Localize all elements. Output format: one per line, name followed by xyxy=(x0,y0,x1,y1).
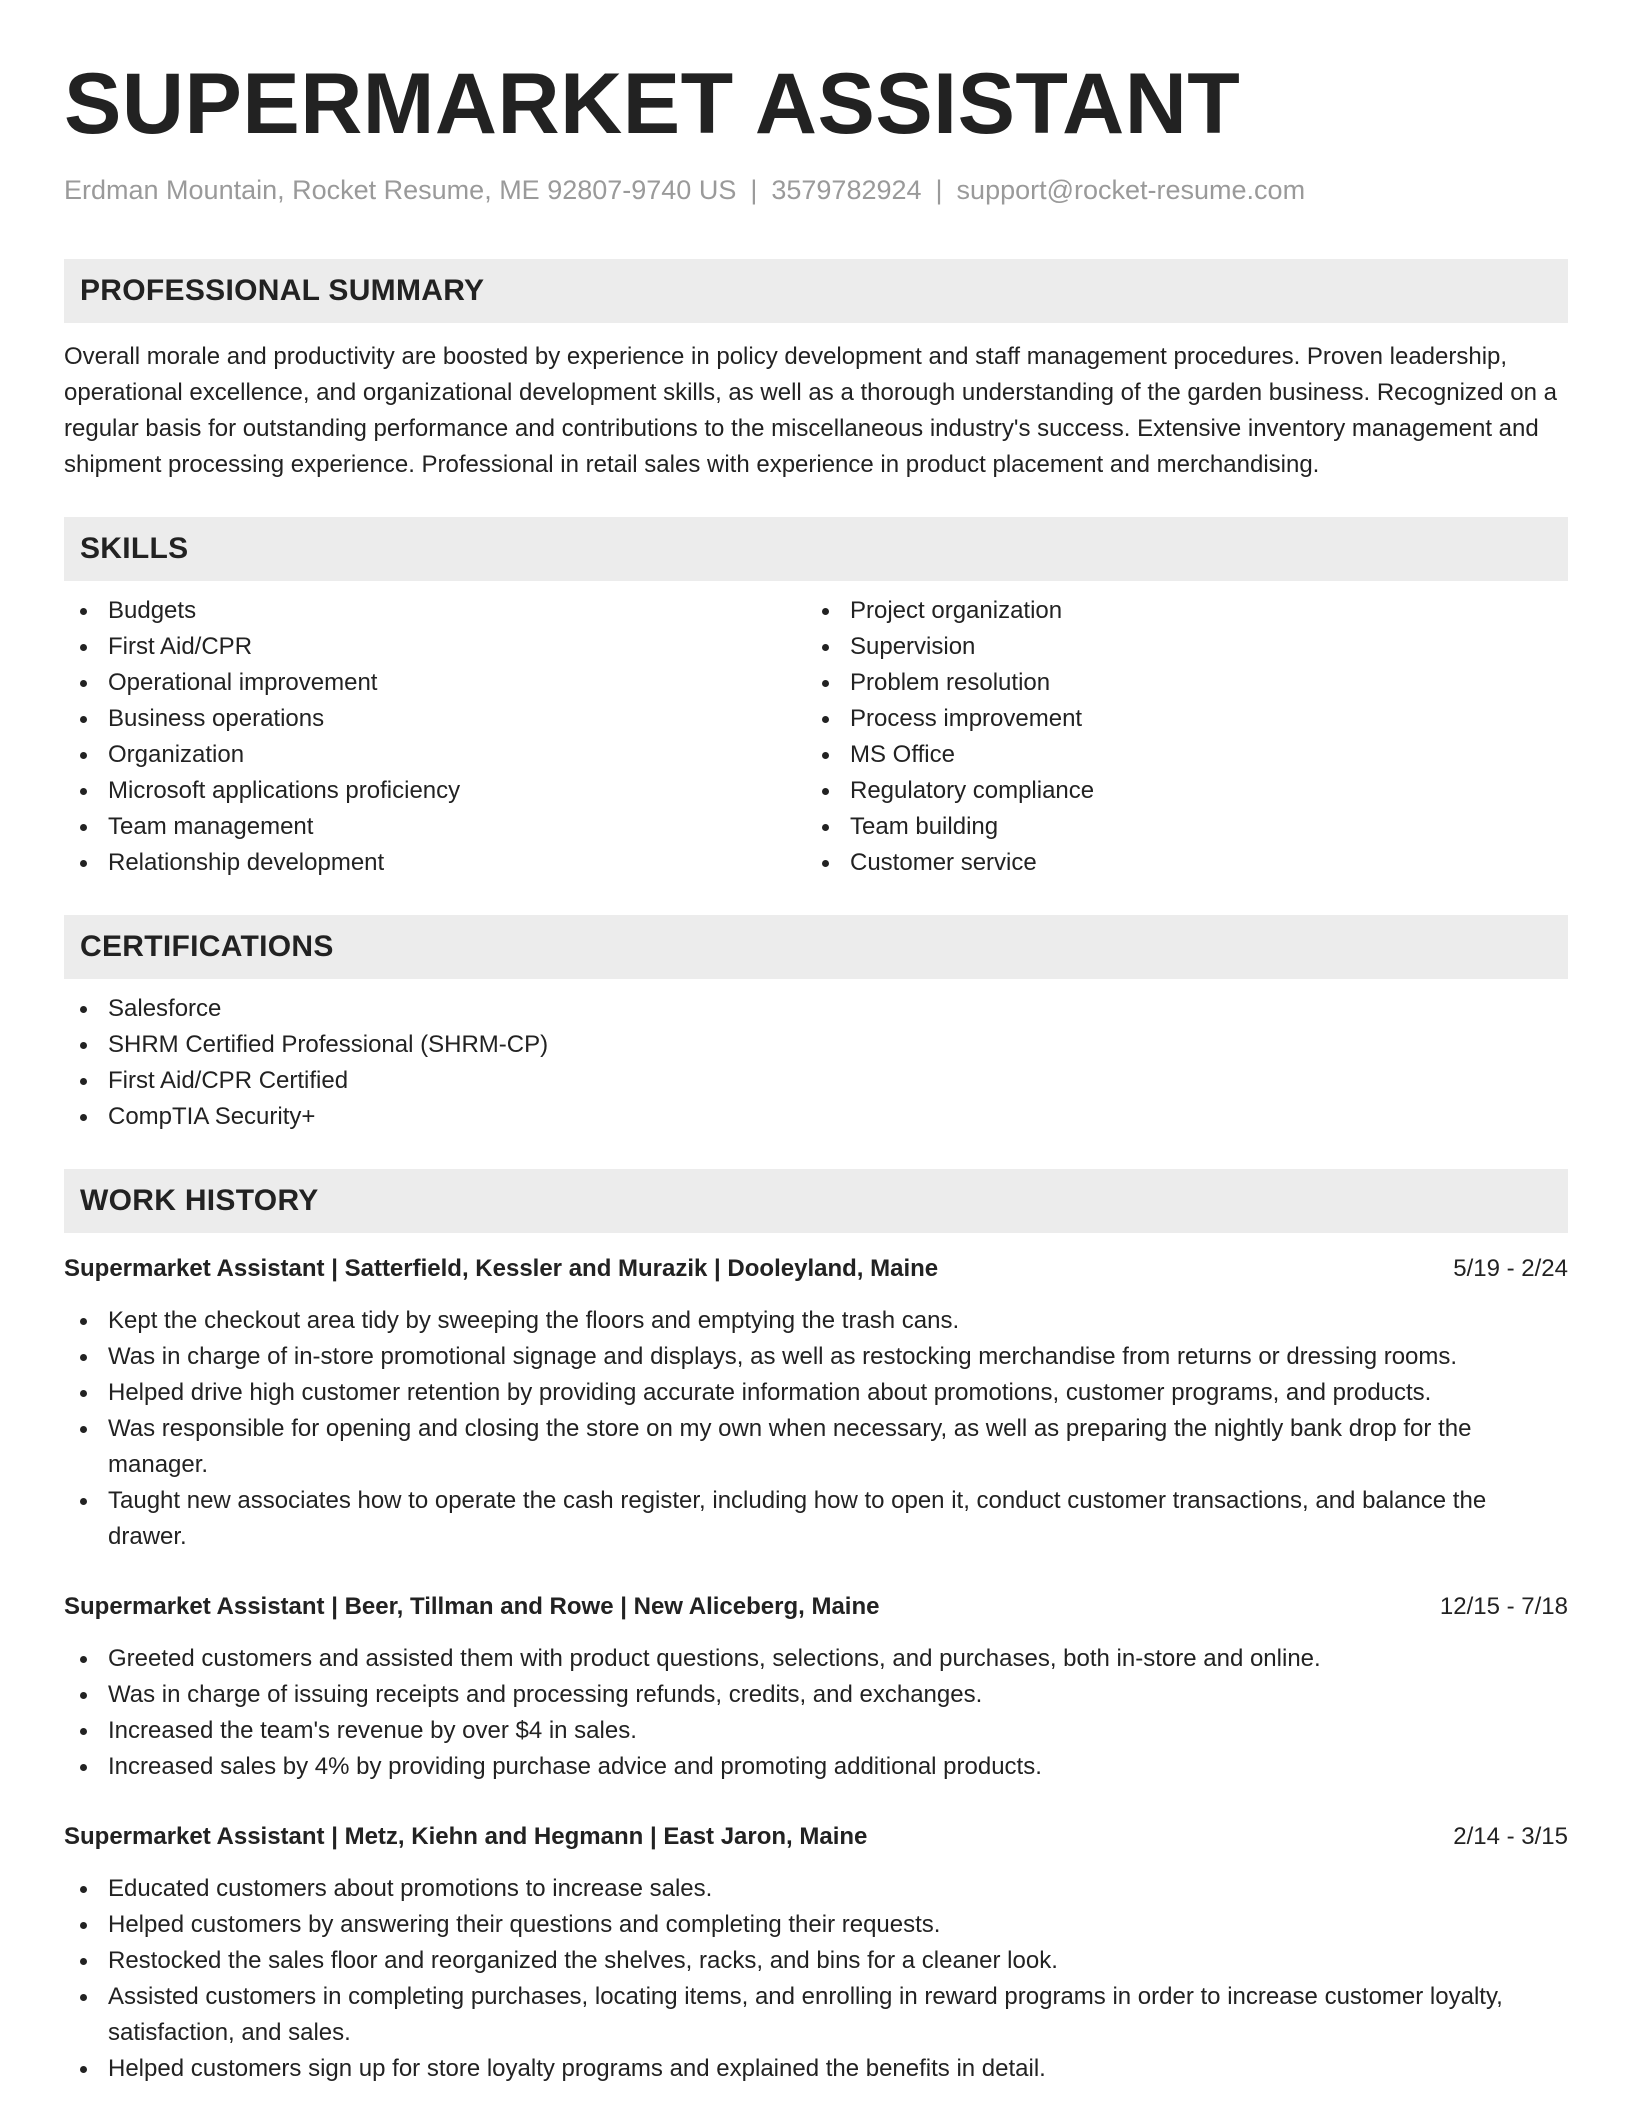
skill-item: Microsoft applications proficiency xyxy=(64,773,806,809)
certification-item: Salesforce xyxy=(64,991,1568,1027)
resume-title: SUPERMARKET ASSISTANT xyxy=(64,56,1241,152)
skills-list-right xyxy=(806,593,1548,881)
skill-item: Relationship development xyxy=(64,845,806,881)
job-dates: 12/15 - 7/18 xyxy=(1439,1593,1568,1620)
skill-item: Team management xyxy=(64,809,806,845)
certification-item: First Aid/CPR Certified xyxy=(64,1063,1568,1099)
skill-item: Problem resolution xyxy=(806,665,1548,701)
email: support@rocket-resume.com xyxy=(956,175,1306,205)
job-bullet: Helped customers sign up for store loyalty programs and explained the benefits in detail. xyxy=(64,2051,1568,2087)
section-header-certifications: CERTIFICATIONS xyxy=(64,915,1568,979)
job-dates: 5/19 - 2/24 xyxy=(1453,1255,1568,1282)
job-bullet: Helped drive high customer retention by providing accurate information about promotions, customer programs, and products. xyxy=(64,1375,1568,1411)
contact-line xyxy=(64,172,1568,208)
job-bullets xyxy=(64,1871,1568,2087)
job-dates: 2/14 - 3/15 xyxy=(1453,1823,1568,1850)
job-bullet: Taught new associates how to operate the cash register, including how to open it, conduct customer transactions, and balance the drawer. xyxy=(64,1483,1568,1555)
summary-text: Overall morale and productivity are boosted by experience in policy development and staff management procedures. Proven leadership, operational excellence, and organizational development skills, as well as a thorough understanding of the garden business. Recognized on a regular basis for outstanding performance and contributions to the miscellaneous industry's success. Extensive inventory management and shipment processing experience. Professional in retail sales with experience in product placement and merchandising. xyxy=(64,343,1557,478)
skills-grid xyxy=(64,593,1568,881)
skill-item: Supervision xyxy=(806,629,1548,665)
skill-item: First Aid/CPR xyxy=(64,629,806,665)
job-bullet: Was in charge of issuing receipts and processing refunds, credits, and exchanges. xyxy=(64,1677,1568,1713)
job-bullet: Kept the checkout area tidy by sweeping the floors and emptying the trash cans. xyxy=(64,1303,1568,1339)
job-bullet: Greeted customers and assisted them with product questions, selections, and purchases, both in-store and online. xyxy=(64,1641,1568,1677)
job-entry xyxy=(64,1819,1568,2087)
skill-item: Team building xyxy=(806,809,1548,845)
section-header-skills: SKILLS xyxy=(64,517,1568,581)
job-bullet: Restocked the sales floor and reorganized the shelves, racks, and bins for a cleaner look. xyxy=(64,1943,1568,1979)
job-bullet: Was in charge of in-store promotional signage and displays, as well as restocking merchandise from returns or dressing rooms. xyxy=(64,1339,1568,1375)
certifications-list xyxy=(64,991,1568,1135)
skill-item: Organization xyxy=(64,737,806,773)
skill-item: Project organization xyxy=(806,593,1548,629)
job-title: Supermarket Assistant | Metz, Kiehn and Hegmann | East Jaron, Maine xyxy=(64,1823,868,1850)
skill-item: Regulatory compliance xyxy=(806,773,1548,809)
job-title: Supermarket Assistant | Satterfield, Kessler and Murazik | Dooleyland, Maine xyxy=(64,1255,939,1282)
contact-separator: | xyxy=(750,175,758,205)
job-heading xyxy=(64,1819,1568,1855)
job-bullet: Educated customers about promotions to increase sales. xyxy=(64,1871,1568,1907)
skill-item: Business operations xyxy=(64,701,806,737)
skill-item: MS Office xyxy=(806,737,1548,773)
job-bullet: Was responsible for opening and closing the store on my own when necessary, as well as preparing the nightly bank drop for the manager. xyxy=(64,1411,1568,1483)
job-bullets xyxy=(64,1641,1568,1785)
skills-list-left xyxy=(64,593,806,881)
job-entry xyxy=(64,1251,1568,1555)
job-title: Supermarket Assistant | Beer, Tillman and Rowe | New Aliceberg, Maine xyxy=(64,1593,880,1620)
job-bullets xyxy=(64,1303,1568,1555)
job-heading xyxy=(64,1589,1568,1625)
section-header-work-history: WORK HISTORY xyxy=(64,1169,1568,1233)
contact-separator: | xyxy=(935,175,943,205)
phone: 3579782924 xyxy=(771,175,922,205)
job-bullet: Helped customers by answering their questions and completing their requests. xyxy=(64,1907,1568,1943)
skill-item: Operational improvement xyxy=(64,665,806,701)
section-header-summary: PROFESSIONAL SUMMARY xyxy=(64,259,1568,323)
skill-item: Process improvement xyxy=(806,701,1548,737)
job-entry xyxy=(64,1589,1568,1785)
address: Erdman Mountain, Rocket Resume, ME 92807-9740 US xyxy=(64,175,737,205)
job-heading xyxy=(64,1251,1568,1287)
certification-item: SHRM Certified Professional (SHRM-CP) xyxy=(64,1027,1568,1063)
skill-item: Customer service xyxy=(806,845,1548,881)
job-bullet: Assisted customers in completing purchases, locating items, and enrolling in reward programs in order to increase customer loyalty, satisfaction, and sales. xyxy=(64,1979,1568,2051)
skill-item: Budgets xyxy=(64,593,806,629)
job-bullet: Increased sales by 4% by providing purchase advice and promoting additional products. xyxy=(64,1749,1568,1785)
job-bullet: Increased the team's revenue by over $4 in sales. xyxy=(64,1713,1568,1749)
certification-item: CompTIA Security+ xyxy=(64,1099,1568,1135)
